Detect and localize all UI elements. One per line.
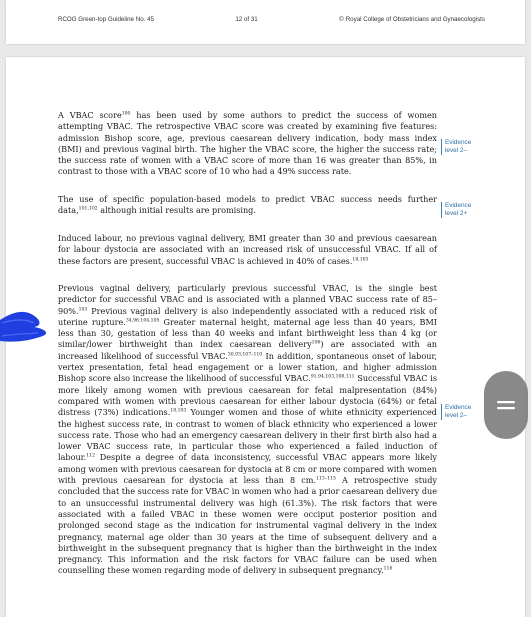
citation-superscript: 34,96,104,105 (125, 318, 160, 324)
copyright-symbol: © (339, 16, 344, 23)
citation-superscript: 18,103 (170, 408, 187, 414)
evidence-level: level 2– (445, 147, 468, 154)
citation-superscript: 116 (383, 566, 393, 572)
scroll-handle-icon (497, 398, 515, 412)
evidence-label: Evidence (445, 404, 472, 411)
paragraph-text: Previous vaginal delivery, particularly previous successful VBAC, is the single best predictor for successful VBAC and is associated with a planned VBAC success rate of 85–90%. (58, 283, 437, 316)
paragraph-text: Induced labour, no previous vaginal delivery, BMI greater than 30 and previous caesarean for labour dystocia are associated with an increased risk of unsuccessful VBAC. If all of these factors are present, successful VBAC is achieved in 40% of cases. (58, 233, 437, 266)
evidence-level-1 (441, 139, 495, 155)
paragraph-text: ) are associated with an increased likelihood of successful VBAC. (58, 339, 437, 361)
citation-superscript: 30,93,107–110 (227, 352, 263, 358)
paragraph-vbac-score (58, 110, 437, 178)
page-indicator: 12 of 31 (235, 16, 258, 23)
citation-superscript: 103 (78, 306, 88, 312)
paragraph-text: Successful VBAC is more likely among women with previous caesarean for fetal malpresentation (84%) compared with women with previous caesarean for either labour dystocia (64%) or fetal distress (73%) indications. (58, 373, 437, 418)
scroll-handle[interactable] (484, 371, 528, 439)
paragraph-text: In addition, spontaneous onset of labour, vertex presentation, fetal head engagement or a lower station, and higher admission Bishop score also increase the likelihood of successful VBAC. (58, 350, 438, 384)
paragraph-text: Greater maternal height, maternal age less than 40 years, BMI less than 30, gestation of less than 40 weeks and infant birthweight less than 4 kg (or similar/lower birthweight than index caesarean delivery (58, 316, 437, 350)
paragraph-text: Despite a degree of data inconsistency, successful VBAC appears more likely among women with previous caesarean for dystocia at 8 cm or more compared with women with previous caesarean for dystocia at less than 8 cm. (58, 452, 437, 486)
pen-scribble-icon (0, 305, 58, 353)
evidence-level: level 2+ (445, 210, 468, 217)
paragraph-text: Younger women and those of white ethnicity experienced the highest success rate, in contrast to women of black ethnicity who experienced a lower success rate. Those who had an emergency caesarean delivery in their first birth also had a lower VBAC success rate, in particular those who experienced a failed induction of labour. (58, 407, 437, 463)
evidence-label: Evidence (445, 202, 472, 209)
paragraph-previous-vaginal-delivery (58, 283, 437, 577)
guideline-title: RCOG Green-top Guideline No. 45 (58, 16, 154, 23)
evidence-label: Evidence (445, 139, 472, 146)
pdf-page-previous (6, 0, 525, 44)
citation-superscript: 18,103 (352, 256, 369, 262)
citation-superscript: 106 (311, 340, 321, 346)
citation-superscript: 101,102 (78, 206, 98, 212)
copyright-notice (339, 16, 485, 23)
citation-superscript: 91,94,103,108,111 (310, 374, 355, 380)
citation-superscript: 112 (86, 453, 96, 459)
evidence-level: level 2– (445, 412, 468, 419)
paragraph-text: although initial results are promising. (97, 205, 256, 216)
paragraph-induced-labour (58, 233, 437, 267)
citation-superscript: 113–115 (316, 476, 336, 482)
paragraph-text: A VBAC score (58, 110, 122, 120)
evidence-level-2 (441, 202, 495, 218)
pdf-page-current (6, 57, 525, 617)
citation-superscript: 100 (121, 111, 131, 117)
paragraph-text: Previous vaginal delivery is also independently associated with a reduced risk of uterine rupture. (58, 305, 437, 327)
paragraph-text: The use of specific population-based models to predict VBAC success needs further data, (58, 194, 437, 216)
copyright-text: Royal College of Obstetricians and Gynaecologists (345, 16, 485, 23)
paragraph-text: A retrospective study concluded that the success rate for VBAC in women who had a prior caesarean delivery due to an unsuccessful instrumental delivery was high (61.3%). The risk factors that were associated with a failed VBAC in these women were occiput posterior position and prolonged second stage as the indication for instrumental vaginal delivery in the index pregnancy, maternal age older than 30 years at the time of subsequent delivery and a birthweight in the subsequent pregnancy that is higher than the birthweight in the index pregnancy. This information and the risk factors for VBAC failure can be used when counselling these women regarding mode of delivery in subsequent pregnancy. (58, 475, 438, 576)
paragraph-population-models (58, 194, 437, 217)
page-header (58, 16, 485, 23)
paragraph-text: has been used by some authors to predict the success of women attempting VBAC. The retrospective VBAC score was created by examining five features: admission Bishop score, age, previous caesarean delivery indication, body mass index (BMI) and previous vaginal birth. The higher the VBAC score, the higher the success rate; the success rate of women with a VBAC score of more than 16 was greater than 85%, in contrast to those with a VBAC score of 10 who had a 49% success rate. (58, 110, 437, 177)
